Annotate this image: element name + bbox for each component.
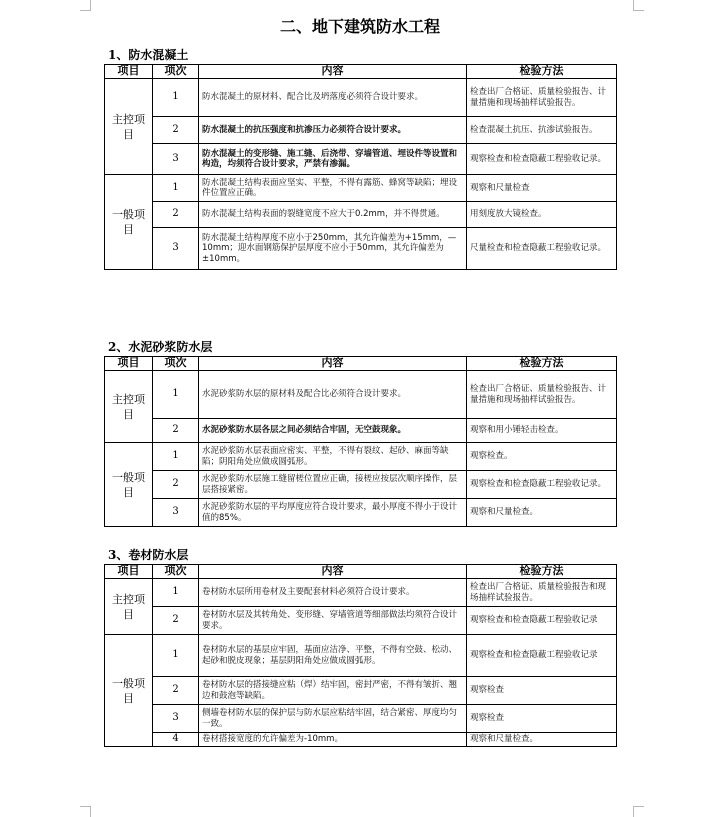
table-row [105,579,617,607]
row-method: 尺量检查和检查隐蔽工程验收记录。 [467,228,617,270]
row-number: 2 [153,607,199,635]
row-method: 观察和尺量检查。 [467,499,617,527]
row-content: 水泥砂浆防水层各层之间必须结合牢固，无空鼓现象。 [199,419,467,443]
table-row [105,117,617,144]
table-row [105,79,617,117]
header-method: 检验方法 [467,65,617,79]
row-content: 卷材防水层所用卷材及主要配套材料必须符合设计要求。 [199,579,467,607]
table-row [105,144,617,175]
table-row [105,705,617,733]
row-number: 1 [153,371,199,419]
header-seq: 项次 [153,65,199,79]
header-seq: 项次 [153,565,199,579]
row-method: 检查混凝土抗压、抗渗试验报告。 [467,117,617,144]
table-row [105,471,617,499]
row-method: 观察和尺量检查。 [467,733,617,747]
row-number: 1 [153,579,199,607]
table-row [105,202,617,228]
row-number: 1 [153,175,199,202]
row-number: 1 [153,79,199,117]
category-cell: 主控项目 [105,371,153,443]
row-content: 卷材防水层的基层应牢固，基面应洁净、平整，不得有空鼓、松动、起砂和脱皮现象；基层阴阳角处应做成圆弧形。 [199,635,467,677]
page-corner-mark [80,806,91,817]
table-row [105,228,617,270]
table-row [105,635,617,677]
row-method: 检查出厂合格证、质量检验报告和现场抽样试验报告。 [467,579,617,607]
table-row [105,607,617,635]
table-row [105,733,617,747]
row-method: 观察和用小锤轻击检查。 [467,419,617,443]
row-method: 观察检查 [467,677,617,705]
page-corner-mark [80,0,91,11]
row-content: 卷材防水层的搭接缝应粘（焊）结牢固，密封严密，不得有皱折、翘边和鼓泡等缺陷。 [199,677,467,705]
row-number: 4 [153,733,199,747]
row-method: 检查出厂合格证、质量检验报告、计量措施和现场抽样试验报告。 [467,371,617,419]
category-cell: 一般项目 [105,635,153,747]
row-number: 2 [153,419,199,443]
row-content: 防水混凝土结构厚度不应小于250mm，其允许偏差为+15mm，—10mm；迎水面钢筋保护层厚度不应小于50mm，其允许偏差为±10mm。 [199,228,467,270]
section-title: 3、卷材防水层 [108,548,189,562]
table-row [105,175,617,202]
header-method: 检验方法 [467,357,617,371]
row-method: 检查出厂合格证、质量检验报告、计量措施和现场抽样试验报告。 [467,79,617,117]
section-title: 1、防水混凝土 [108,48,189,62]
row-number: 3 [153,705,199,733]
row-content: 水泥砂浆防水层的平均厚度应符合设计要求，最小厚度不得小于设计值的85%。 [199,499,467,527]
table-row [105,499,617,527]
row-number: 3 [153,499,199,527]
row-method: 观察检查和检查隐蔽工程验收记录。 [467,471,617,499]
row-number: 2 [153,471,199,499]
header-item: 项目 [105,565,153,579]
header-content: 内容 [199,565,467,579]
row-method: 观察检查 [467,705,617,733]
row-content: 水泥砂浆防水层表面应密实、平整，不得有裂纹、起砂、麻面等缺陷；阴阳角处应做成圆弧形。 [199,443,467,471]
section-title: 2、水泥砂浆防水层 [108,340,213,354]
header-item: 项目 [105,65,153,79]
row-number: 1 [153,635,199,677]
row-content: 防水混凝土结构表面应坚实、平整，不得有露筋、蜂窝等缺陷；埋设件位置应正确。 [199,175,467,202]
inspection-table [104,564,617,747]
row-number: 2 [153,677,199,705]
row-content: 侧墙卷材防水层的保护层与防水层应粘结牢固，结合紧密、厚度均匀一致。 [199,705,467,733]
category-cell: 主控项目 [105,79,153,175]
table-header-row [105,565,617,579]
row-content: 卷材防水层及其转角处、变形缝、穿墙管道等细部做法均须符合设计要求。 [199,607,467,635]
row-content: 水泥砂浆防水层的原材料及配合比必须符合设计要求。 [199,371,467,419]
row-number: 3 [153,144,199,175]
row-number: 2 [153,117,199,144]
row-content: 防水混凝土的变形缝、施工缝、后浇带、穿墙管道、埋设件等设置和构造，均须符合设计要求，严禁有渗漏。 [199,144,467,175]
table-header-row [105,65,617,79]
inspection-table [104,64,617,270]
row-content: 卷材搭接宽度的允许偏差为-10mm。 [199,733,467,747]
header-content: 内容 [199,357,467,371]
row-content: 防水混凝土的抗压强度和抗渗压力必须符合设计要求。 [199,117,467,144]
row-method: 用刻度放大镜检查。 [467,202,617,228]
row-method: 观察检查和检查隐蔽工程验收记录。 [467,144,617,175]
row-content: 水泥砂浆防水层施工缝留槎位置应正确，接槎应按层次顺序操作，层层搭接紧密。 [199,471,467,499]
row-content: 防水混凝土结构表面的裂缝宽度不应大于0.2mm，并不得贯通。 [199,202,467,228]
category-cell: 主控项目 [105,579,153,635]
category-cell: 一般项目 [105,175,153,270]
row-number: 3 [153,228,199,270]
row-method: 观察检查和检查隐蔽工程验收记录 [467,607,617,635]
category-cell: 一般项目 [105,443,153,527]
header-method: 检验方法 [467,565,617,579]
row-method: 观察和尺量检查 [467,175,617,202]
row-content: 防水混凝土的原材料、配合比及坍落度必须符合设计要求。 [199,79,467,117]
row-number: 1 [153,443,199,471]
inspection-table [104,356,617,527]
row-method: 观察检查和检查隐蔽工程验收记录 [467,635,617,677]
header-item: 项目 [105,357,153,371]
page-corner-mark [633,806,644,817]
table-row [105,371,617,419]
table-row [105,443,617,471]
page-corner-mark [633,0,644,11]
header-content: 内容 [199,65,467,79]
table-row [105,677,617,705]
row-method: 观察检查。 [467,443,617,471]
page-title: 二、地下建筑防水工程 [279,17,440,36]
row-number: 2 [153,202,199,228]
table-header-row [105,357,617,371]
header-seq: 项次 [153,357,199,371]
table-row [105,419,617,443]
